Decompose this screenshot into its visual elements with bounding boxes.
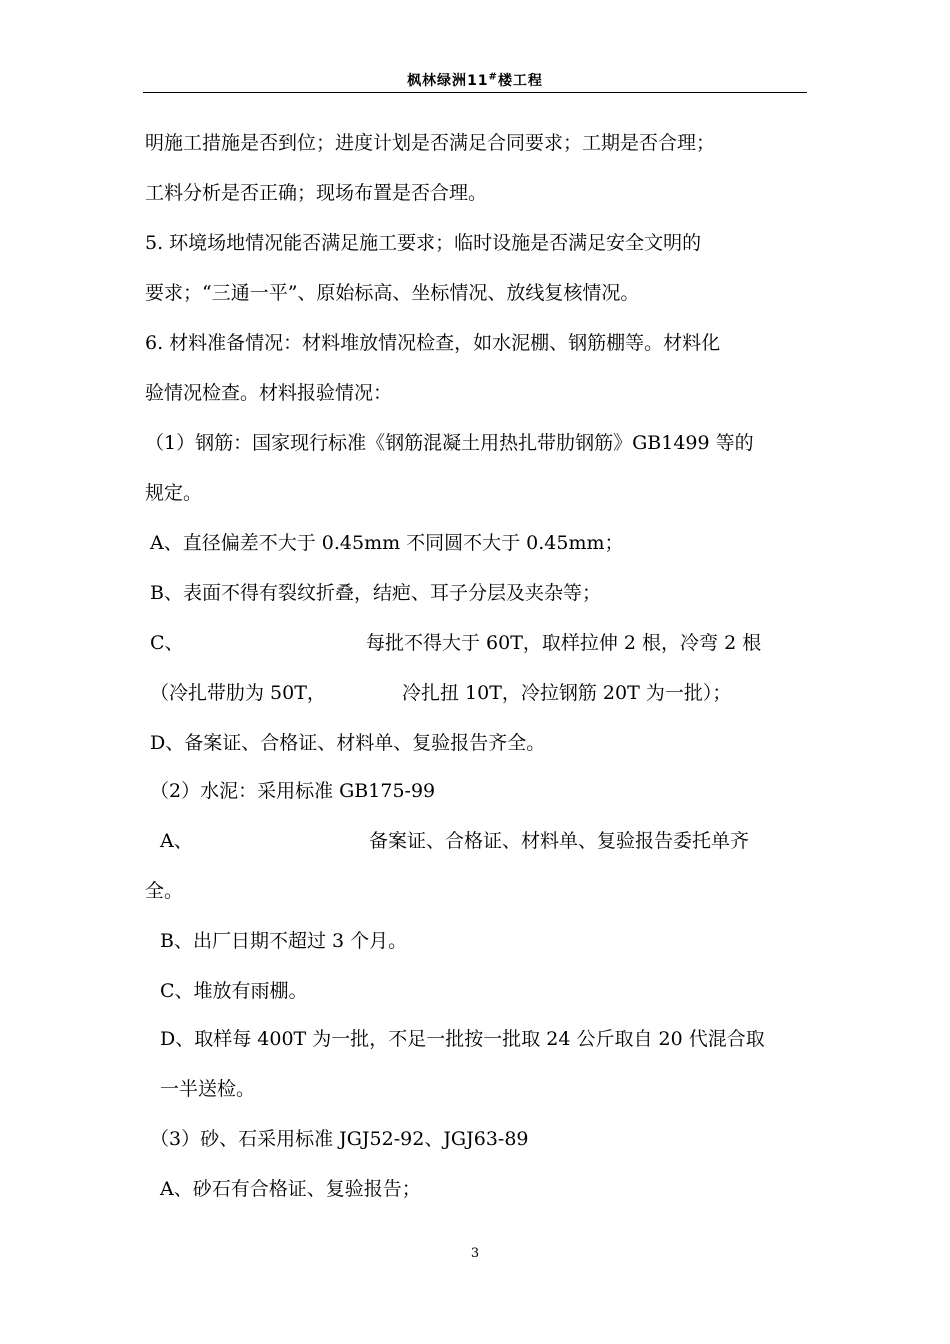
body-line: A、砂石有合格证、复验报告； — [160, 1178, 421, 1200]
body-line: （3）砂、石采用标准 JGJ52-92、JGJ63-89 — [150, 1128, 529, 1150]
body-line: B、表面不得有裂纹折叠，结疤、耳子分层及夹杂等； — [150, 582, 601, 604]
body-line: 6. 材料准备情况：材料堆放情况检查，如水泥棚、钢筋棚等。材料化 — [145, 332, 721, 354]
body-line: 5. 环境场地情况能否满足施工要求；临时设施是否满足安全文明的 — [145, 232, 702, 254]
body-line: 全。 — [145, 880, 184, 902]
body-line: A、 — [160, 830, 193, 852]
body-line: 验情况检查。材料报验情况： — [145, 382, 393, 404]
body-line: 冷扎扭 10T，冷拉钢筋 20T 为一批）； — [402, 682, 732, 704]
header-title-number: 11 — [467, 73, 489, 89]
body-line: 要求；“三通一平”、原始标高、坐标情况、放线复核情况。 — [145, 282, 640, 304]
header-divider — [143, 92, 807, 93]
body-line: 明施工措施是否到位；进度计划是否满足合同要求；工期是否合理； — [145, 132, 716, 154]
body-line: （2）水泥：采用标准 GB175-99 — [150, 780, 436, 802]
body-line: C、 — [150, 632, 184, 654]
body-line: 规定。 — [145, 482, 203, 504]
body-line: （冷扎带肋为 50T， — [150, 682, 326, 704]
page-number: 3 — [470, 1246, 480, 1261]
body-line: B、出厂日期不超过 3 个月。 — [160, 930, 408, 952]
body-line: D、取样每 400T 为一批，不足一批按一批取 24 公斤取自 20 代混合取 — [160, 1028, 765, 1050]
body-line: D、备案证、合格证、材料单、复验报告齐全。 — [150, 732, 546, 754]
body-line: 备案证、合格证、材料单、复验报告委托单齐 — [369, 830, 750, 852]
header-title-prefix: 枫林绿洲 — [407, 73, 468, 89]
body-line: 一半送检。 — [160, 1078, 256, 1100]
header-title-superscript: # — [488, 71, 498, 83]
body-line: （1）钢筋：国家现行标准《钢筋混凝土用热扎带肋钢筋》GB1499 等的 — [145, 432, 754, 454]
body-line: A、直径偏差不大于 0.45mm 不同圆不大于 0.45mm； — [150, 532, 624, 554]
body-line: C、堆放有雨棚。 — [160, 980, 308, 1002]
body-line: 工料分析是否正确；现场布置是否合理。 — [145, 182, 488, 204]
header-title-suffix: 楼工程 — [497, 73, 543, 89]
body-line: 每批不得大于 60T，取样拉伸 2 根，冷弯 2 根 — [366, 632, 762, 654]
page-header — [143, 70, 807, 94]
